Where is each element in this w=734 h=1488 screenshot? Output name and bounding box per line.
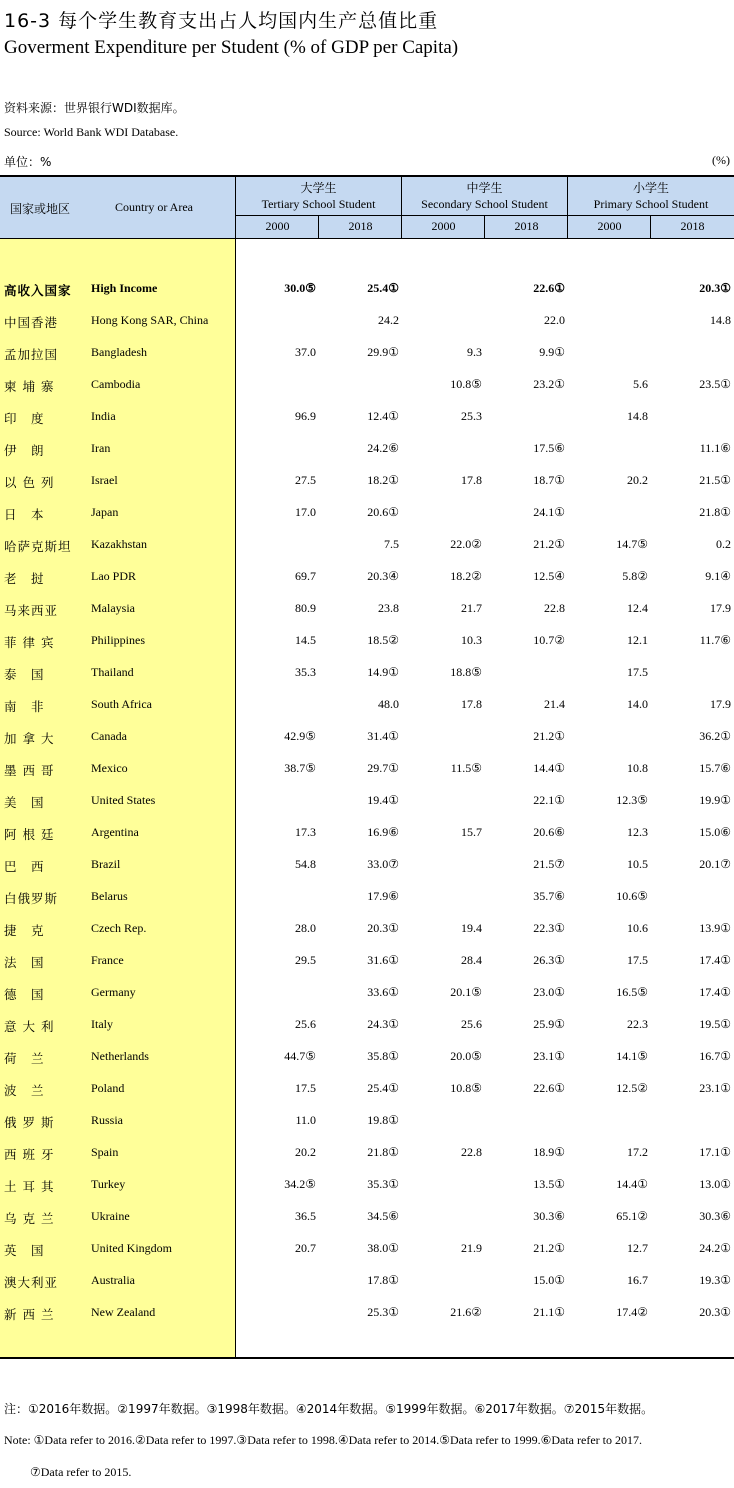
row-name-en: Israel [91, 473, 118, 487]
row-value: 24.2⑥ [367, 441, 399, 455]
row-value: 22.0② [450, 537, 482, 551]
group-primary [568, 180, 734, 212]
row-name-en: Philippines [91, 633, 146, 647]
header-bottom-rule [0, 238, 734, 239]
row-value: 20.3① [367, 921, 399, 935]
row-name-en: Poland [91, 1081, 125, 1095]
table-row [0, 953, 734, 973]
row-name-en: Cambodia [91, 377, 141, 391]
row-value: 33.0⑦ [367, 857, 399, 871]
row-value: 9.1④ [705, 569, 731, 583]
row-value: 14.0 [627, 697, 648, 711]
row-name-cn: 白俄罗斯 [4, 891, 59, 906]
row-value: 5.6 [633, 377, 648, 391]
row-value: 18.2② [450, 569, 482, 583]
row-name-cn: 美 国 [4, 795, 45, 810]
row-value: 21.4 [544, 697, 565, 711]
row-name-cn: 以 色 列 [4, 475, 55, 490]
row-value: 21.2① [533, 1241, 565, 1255]
row-value: 37.0 [295, 345, 316, 359]
row-name-cn: 意 大 利 [4, 1019, 55, 1034]
table-row [0, 1113, 734, 1133]
row-value: 17.5 [627, 665, 648, 679]
group-tertiary [236, 180, 401, 212]
table-row [0, 441, 734, 461]
row-value: 25.9① [533, 1017, 565, 1031]
row-name-cn: 西 班 牙 [4, 1147, 55, 1162]
row-value: 24.2① [699, 1241, 731, 1255]
table-row [0, 697, 734, 717]
source-cn: 资料来源：世界银行WDI数据库。 [4, 101, 185, 115]
row-value: 25.4① [367, 1081, 399, 1095]
page-title-en: Goverment Expenditure per Student (% of GDP per Capita) [4, 37, 459, 58]
row-value: 10.3 [461, 633, 482, 647]
row-value: 17.9 [710, 601, 731, 615]
row-value: 17.8 [461, 473, 482, 487]
row-value: 42.9⑤ [284, 729, 316, 743]
row-value: 7.5 [384, 537, 399, 551]
row-value: 19.9① [699, 793, 731, 807]
row-name-en: Brazil [91, 857, 121, 871]
unit-label-pct: (%) [712, 153, 730, 167]
row-name-cn: 泰 国 [4, 667, 45, 682]
row-value: 12.3⑤ [616, 793, 648, 807]
row-value: 30.3⑥ [533, 1209, 565, 1223]
row-value: 23.2① [533, 377, 565, 391]
table-row [0, 921, 734, 941]
row-value: 36.2① [699, 729, 731, 743]
row-name-cn: 乌 克 兰 [4, 1211, 55, 1226]
row-value: 12.4 [627, 601, 648, 615]
row-value: 0.2 [716, 537, 731, 551]
unit-label-cn: 单位：% [4, 155, 52, 169]
group-primary-cn: 小学生 [632, 181, 669, 195]
row-name-cn: 土 耳 其 [4, 1179, 55, 1194]
row-value: 19.4① [367, 793, 399, 807]
row-value: 28.4 [461, 953, 482, 967]
row-name-en: High Income [91, 281, 158, 295]
row-name-cn: 巴 西 [4, 859, 45, 874]
note-en-line1: Note: ①Data refer to 2016.②Data refer to 1997.③Data refer to 1998.④Data refer to 2014.⑤Data refer to 1999.⑥Data refer to 2017. [4, 1433, 642, 1447]
table-row [0, 537, 734, 557]
row-value: 24.2 [378, 313, 399, 327]
row-value: 22.8 [461, 1145, 482, 1159]
table-row [0, 281, 734, 301]
row-name-en: Italy [91, 1017, 113, 1031]
row-value: 14.7⑤ [616, 537, 648, 551]
row-value: 20.2 [627, 473, 648, 487]
row-name-en: Hong Kong SAR, China [91, 313, 209, 327]
page-title-cn: 16-3 每个学生教育支出占人均国内生产总值比重 [4, 10, 439, 32]
row-name-cn: 高收入国家 [4, 283, 72, 298]
row-value: 18.5② [367, 633, 399, 647]
row-name-cn: 澳大利亚 [4, 1275, 59, 1290]
row-name-cn: 日 本 [4, 507, 45, 522]
row-value: 17.4② [616, 1305, 648, 1319]
row-value: 17.8① [367, 1273, 399, 1287]
row-name-en: New Zealand [91, 1305, 156, 1319]
group-secondary-en: Secondary School Student [421, 197, 548, 211]
table-row [0, 569, 734, 589]
row-name-cn: 孟加拉国 [4, 347, 59, 362]
row-value: 17.9 [710, 697, 731, 711]
row-value: 22.8 [544, 601, 565, 615]
row-value: 5.8② [622, 569, 648, 583]
row-value: 10.8⑤ [450, 1081, 482, 1095]
row-value: 21.5① [699, 473, 731, 487]
row-value: 31.6① [367, 953, 399, 967]
row-name-cn: 英 国 [4, 1243, 45, 1258]
row-name-en: Spain [91, 1145, 119, 1159]
table-row [0, 1081, 734, 1101]
row-value: 17.8 [461, 697, 482, 711]
row-value: 14.8 [710, 313, 731, 327]
row-value: 18.7① [533, 473, 565, 487]
row-name-cn: 加 拿 大 [4, 731, 55, 746]
row-value: 13.5① [533, 1177, 565, 1191]
row-value: 18.9① [533, 1145, 565, 1159]
row-name-cn: 哈萨克斯坦 [4, 539, 72, 554]
row-value: 11.1⑥ [699, 441, 731, 455]
table-row [0, 1017, 734, 1037]
row-value: 34.2⑤ [284, 1177, 316, 1191]
row-value: 29.5 [295, 953, 316, 967]
row-value: 23.0① [533, 985, 565, 999]
row-name-cn: 伊 朗 [4, 443, 45, 458]
row-name-en: Turkey [91, 1177, 126, 1191]
row-value: 17.4① [699, 985, 731, 999]
row-value: 35.7⑥ [533, 889, 565, 903]
row-name-en: United Kingdom [91, 1241, 172, 1255]
row-value: 17.0 [295, 505, 316, 519]
row-name-cn: 捷 克 [4, 923, 45, 938]
row-value: 21.7 [461, 601, 482, 615]
row-name-cn: 新 西 兰 [4, 1307, 55, 1322]
row-value: 17.1① [699, 1145, 731, 1159]
row-value: 12.1 [627, 633, 648, 647]
year-header: 2000 [597, 219, 622, 233]
row-value: 21.5⑦ [533, 857, 565, 871]
row-value: 27.5 [295, 473, 316, 487]
column-header-en: Country or Area [115, 200, 193, 214]
year-header: 2018 [680, 219, 705, 233]
row-value: 23.5① [699, 377, 731, 391]
table-row [0, 633, 734, 653]
row-value: 35.3① [367, 1177, 399, 1191]
row-name-cn: 德 国 [4, 987, 45, 1002]
row-name-en: Australia [91, 1273, 135, 1287]
group-tertiary-en: Tertiary School Student [261, 197, 376, 211]
row-value: 22.3① [533, 921, 565, 935]
row-value: 20.3④ [367, 569, 399, 583]
row-name-en: Canada [91, 729, 127, 743]
row-value: 25.6 [295, 1017, 316, 1031]
row-value: 17.5 [627, 953, 648, 967]
row-name-en: Germany [91, 985, 136, 999]
row-value: 26.3① [533, 953, 565, 967]
row-name-en: Netherlands [91, 1049, 149, 1063]
row-value: 22.1① [533, 793, 565, 807]
row-value: 14.9① [367, 665, 399, 679]
row-value: 19.5① [699, 1017, 731, 1031]
row-value: 17.2 [627, 1145, 648, 1159]
table-row [0, 985, 734, 1005]
row-value: 20.1⑦ [699, 857, 731, 871]
year-header: 2018 [348, 219, 373, 233]
row-value: 21.2① [533, 729, 565, 743]
note-en-line2: ⑦Data refer to 2015. [30, 1465, 132, 1479]
row-value: 12.7 [627, 1241, 648, 1255]
row-value: 18.8⑤ [450, 665, 482, 679]
table-row [0, 345, 734, 365]
row-value: 15.7 [461, 825, 482, 839]
row-value: 25.4① [367, 281, 399, 295]
row-value: 13.0① [699, 1177, 731, 1191]
row-value: 20.2 [295, 1145, 316, 1159]
row-name-cn: 法 国 [4, 955, 45, 970]
row-value: 22.6① [533, 281, 565, 295]
row-value: 12.5④ [533, 569, 565, 583]
row-value: 17.5 [295, 1081, 316, 1095]
row-value: 12.4① [367, 409, 399, 423]
row-value: 10.7② [533, 633, 565, 647]
row-value: 20.6① [367, 505, 399, 519]
row-name-en: Iran [91, 441, 111, 455]
row-name-cn: 波 兰 [4, 1083, 45, 1098]
row-value: 20.7 [295, 1241, 316, 1255]
table-row [0, 1209, 734, 1229]
column-header-cn: 国家或地区 [10, 202, 71, 216]
top-rule [0, 175, 734, 177]
row-value: 33.6① [367, 985, 399, 999]
row-value: 10.8 [627, 761, 648, 775]
row-name-en: Bangladesh [91, 345, 147, 359]
row-value: 16.7① [699, 1049, 731, 1063]
row-value: 21.9 [461, 1241, 482, 1255]
row-value: 10.6⑤ [616, 889, 648, 903]
table-row [0, 1305, 734, 1325]
row-value: 16.9⑥ [367, 825, 399, 839]
row-value: 12.5② [616, 1081, 648, 1095]
row-name-en: France [91, 953, 124, 967]
table-row [0, 409, 734, 429]
row-value: 23.8 [378, 601, 399, 615]
row-name-en: Argentina [91, 825, 139, 839]
row-value: 15.0① [533, 1273, 565, 1287]
row-value: 38.0① [367, 1241, 399, 1255]
row-value: 17.5⑥ [533, 441, 565, 455]
row-value: 80.9 [295, 601, 316, 615]
row-name-cn: 印 度 [4, 411, 45, 426]
row-value: 10.8⑤ [450, 377, 482, 391]
row-value: 30.3⑥ [699, 1209, 731, 1223]
row-value: 11.0 [295, 1113, 316, 1127]
row-name-en: India [91, 409, 116, 423]
row-value: 19.4 [461, 921, 482, 935]
row-value: 10.5 [627, 857, 648, 871]
row-name-en: South Africa [91, 697, 152, 711]
table-row [0, 505, 734, 525]
row-name-cn: 阿 根 廷 [4, 827, 55, 842]
row-value: 20.6⑥ [533, 825, 565, 839]
row-value: 14.5 [295, 633, 316, 647]
row-value: 29.9① [367, 345, 399, 359]
table-row [0, 825, 734, 845]
table-row [0, 1049, 734, 1069]
row-value: 35.3 [295, 665, 316, 679]
table-row [0, 1145, 734, 1165]
note-cn: 注：①2016年数据。②1997年数据。③1998年数据。④2014年数据。⑤1999年数据。⑥2017年数据。⑦2015年数据。 [4, 1402, 654, 1416]
source-en: Source: World Bank WDI Database. [4, 125, 179, 139]
row-value: 22.0 [544, 313, 565, 327]
row-value: 20.3① [699, 1305, 731, 1319]
row-value: 20.3① [699, 281, 731, 295]
row-value: 17.4① [699, 953, 731, 967]
row-value: 35.8① [367, 1049, 399, 1063]
table-row [0, 889, 734, 909]
table-row [0, 793, 734, 813]
row-value: 96.9 [295, 409, 316, 423]
row-value: 29.7① [367, 761, 399, 775]
row-value: 34.5⑥ [367, 1209, 399, 1223]
row-value: 15.7⑥ [699, 761, 731, 775]
table-row [0, 601, 734, 621]
row-value: 24.1① [533, 505, 565, 519]
row-name-cn: 菲 律 宾 [4, 635, 55, 650]
row-value: 23.1① [533, 1049, 565, 1063]
row-value: 12.3 [627, 825, 648, 839]
year-header: 2000 [265, 219, 290, 233]
row-value: 9.3 [467, 345, 482, 359]
table-row [0, 377, 734, 397]
row-value: 10.6 [627, 921, 648, 935]
row-value: 14.1⑤ [616, 1049, 648, 1063]
row-value: 24.3① [367, 1017, 399, 1031]
row-name-en: Thailand [91, 665, 134, 679]
table-row [0, 1273, 734, 1293]
row-name-en: Malaysia [91, 601, 135, 615]
row-name-en: Ukraine [91, 1209, 130, 1223]
row-name-cn: 老 挝 [4, 571, 45, 586]
row-value: 21.2① [533, 537, 565, 551]
row-name-en: United States [91, 793, 156, 807]
row-value: 19.8① [367, 1113, 399, 1127]
row-value: 25.3① [367, 1305, 399, 1319]
row-value: 48.0 [378, 697, 399, 711]
row-value: 16.5⑤ [616, 985, 648, 999]
row-value: 44.7⑤ [284, 1049, 316, 1063]
row-value: 22.3 [627, 1017, 648, 1031]
row-name-cn: 中国香港 [4, 315, 59, 330]
row-value: 14.4① [533, 761, 565, 775]
row-value: 28.0 [295, 921, 316, 935]
row-value: 19.3① [699, 1273, 731, 1287]
row-value: 23.1① [699, 1081, 731, 1095]
row-name-cn: 墨 西 哥 [4, 763, 55, 778]
row-value: 21.6② [450, 1305, 482, 1319]
row-name-en: Belarus [91, 889, 128, 903]
row-value: 36.5 [295, 1209, 316, 1223]
row-value: 54.8 [295, 857, 316, 871]
table-row [0, 761, 734, 781]
row-name-en: Russia [91, 1113, 124, 1127]
table-row [0, 1241, 734, 1261]
row-name-en: Lao PDR [91, 569, 136, 583]
table-row [0, 665, 734, 685]
row-name-en: Czech Rep. [91, 921, 147, 935]
row-value: 18.2① [367, 473, 399, 487]
group-divider [236, 215, 734, 216]
row-value: 69.7 [295, 569, 316, 583]
row-value: 20.0⑤ [450, 1049, 482, 1063]
year-header: 2000 [431, 219, 456, 233]
table-row [0, 857, 734, 877]
group-tertiary-cn: 大学生 [300, 181, 337, 195]
row-name-cn: 柬 埔 寨 [4, 379, 55, 394]
row-value: 17.3 [295, 825, 316, 839]
row-value: 31.4① [367, 729, 399, 743]
group-secondary [402, 180, 567, 212]
table-row [0, 729, 734, 749]
row-value: 25.3 [461, 409, 482, 423]
row-name-cn: 荷 兰 [4, 1051, 45, 1066]
row-value: 13.9① [699, 921, 731, 935]
row-value: 20.1⑤ [450, 985, 482, 999]
row-value: 16.7 [627, 1273, 648, 1287]
row-value: 14.4① [616, 1177, 648, 1191]
table-row [0, 313, 734, 333]
row-value: 38.7⑤ [284, 761, 316, 775]
row-value: 21.1① [533, 1305, 565, 1319]
row-value: 65.1② [616, 1209, 648, 1223]
group-primary-en: Primary School Student [593, 197, 709, 211]
row-value: 11.7⑥ [699, 633, 731, 647]
row-value: 21.8① [699, 505, 731, 519]
row-value: 9.9① [539, 345, 565, 359]
year-header: 2018 [514, 219, 539, 233]
row-name-en: Mexico [91, 761, 128, 775]
table-row [0, 1177, 734, 1197]
table-row [0, 473, 734, 493]
row-value: 14.8 [627, 409, 648, 423]
row-name-en: Kazakhstan [91, 537, 147, 551]
row-value: 22.6① [533, 1081, 565, 1095]
group-secondary-cn: 中学生 [466, 181, 503, 195]
row-value: 25.6 [461, 1017, 482, 1031]
row-value: 15.0⑥ [699, 825, 731, 839]
row-value: 17.9⑥ [367, 889, 399, 903]
row-name-en: Japan [91, 505, 119, 519]
row-value: 21.8① [367, 1145, 399, 1159]
row-value: 30.0⑤ [284, 281, 316, 295]
bottom-rule [0, 1357, 734, 1359]
row-value: 11.5⑤ [450, 761, 482, 775]
row-name-cn: 马来西亚 [4, 603, 59, 618]
row-name-cn: 俄 罗 斯 [4, 1115, 55, 1130]
row-name-cn: 南 非 [4, 699, 45, 714]
